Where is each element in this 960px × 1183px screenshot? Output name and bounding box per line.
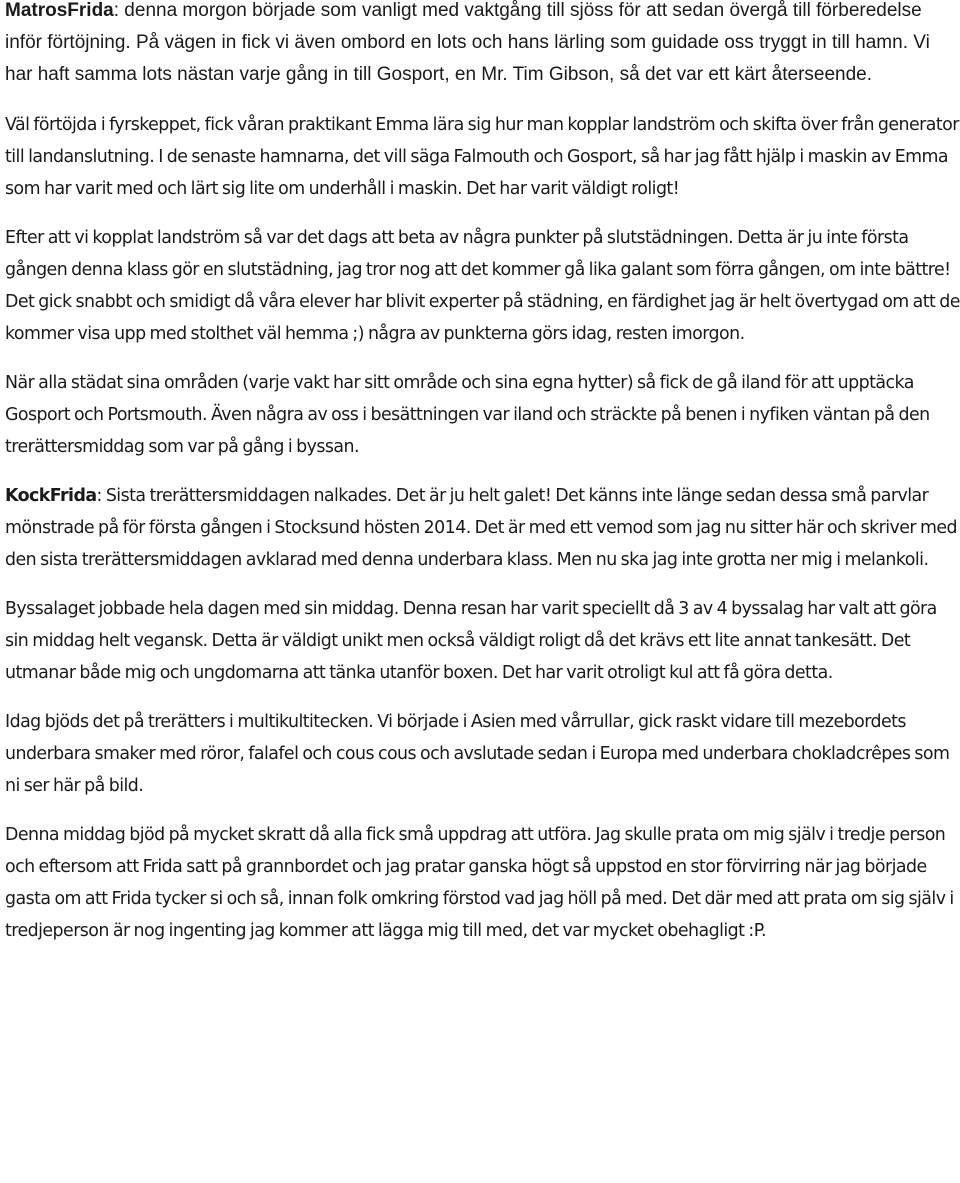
paragraph-byssalaget [5, 593, 960, 689]
paragraph-kockfrida [5, 480, 960, 576]
paragraph-iland [5, 367, 960, 463]
paragraph-middag-skratt [5, 819, 960, 947]
paragraph-text: : denna morgon började som vanligt med vaktgång till sjöss för att sedan övergå till förberedelse inför förtöjning. På vägen in fick vi även ombord en lots och hans lärling som guidade oss tryggt in till hamn. Vi har haft samma lots nästan varje gång in till Gosport, en Mr. Tim Gibson, så det var ett kärt återseende. [5, 0, 930, 85]
paragraph-slutstadning [5, 222, 960, 350]
paragraph-text: : Sista trerättersmiddagen nalkades. Det är ju helt galet! Det känns inte länge sedan dessa små parvlar mönstrade på för första gången i Stocksund hösten 2014. Det är med ett vemod som jag nu sitter här och skriver med den sista trerättersmiddagen avklarad med denna underbara klass. Men nu ska jag inte grotta ner mig i melankoli. [5, 486, 958, 570]
paragraph-multikulti [5, 706, 960, 802]
speaker-name: KockFrida [5, 486, 97, 506]
paragraph-text: Idag bjöds det på trerätters i multikultitecken. Vi började i Asien med vårrullar, gick raskt vidare till mezebordets underbara smaker med röror, falafel och cous cous och avslutade sedan i Europa med underbara chokladcrêpes som ni ser här på bild. [5, 712, 950, 796]
paragraph-matrosfrida [5, 0, 960, 91]
paragraph-text: Efter att vi kopplat landström så var det dags att beta av några punkter på slutstädningen. Detta är ju inte första gången denna klass gör en slutstädning, jag tror nog att det kommer gå lika galant som förra gången, om inte bättre! Det gick snabbt och smidigt då våra elever har blivit experter på städning, en färdighet jag är helt övertygad om att de kommer visa upp med stolthet väl hemma ;) några av punkterna görs idag, resten imorgon. [5, 228, 960, 344]
paragraph-landstrom [5, 109, 960, 205]
paragraph-text: Denna middag bjöd på mycket skratt då alla fick små uppdrag att utföra. Jag skulle prata om mig själv i tredje person och eftersom att Frida satt på grannbordet och jag pratar ganska högt så uppstod en stor förvirring när jag började gasta om att Frida tycker si och så, innan folk omkring förstod vad jag höll på med. Det där med att prata om sig själv i tredjeperson är nog ingenting jag kommer att lägga mig till med, det var mycket obehagligt :P. [5, 825, 954, 941]
document-body [5, 0, 960, 965]
paragraph-text: När alla städat sina områden (varje vakt har sitt område och sina egna hytter) så fick de gå iland för att upptäcka Gosport och Portsmouth. Även några av oss i besättningen var iland och sträckte på benen i nyfiken väntan på den trerättersmiddag som var på gång i byssan. [5, 373, 930, 457]
speaker-name: MatrosFrida [5, 0, 114, 21]
paragraph-text: Väl förtöjda i fyrskeppet, fick våran praktikant Emma lära sig hur man kopplar landström och skifta över från generator till landanslutning. I de senaste hamnarna, det vill säga Falmouth och Gosport, så har jag fått hjälp i maskin av Emma som har varit med och lärt sig lite om underhåll i maskin. Det har varit väldigt roligt! [5, 115, 959, 199]
paragraph-text: Byssalaget jobbade hela dagen med sin middag. Denna resan har varit speciellt då 3 av 4 byssalag har valt att göra sin middag helt vegansk. Detta är väldigt unikt men också väldigt roligt då det krävs ett lite annat tankesätt. Det utmanar både mig och ungdomarna att tänka utanför boxen. Det har varit otroligt kul att få göra detta. [5, 599, 937, 683]
